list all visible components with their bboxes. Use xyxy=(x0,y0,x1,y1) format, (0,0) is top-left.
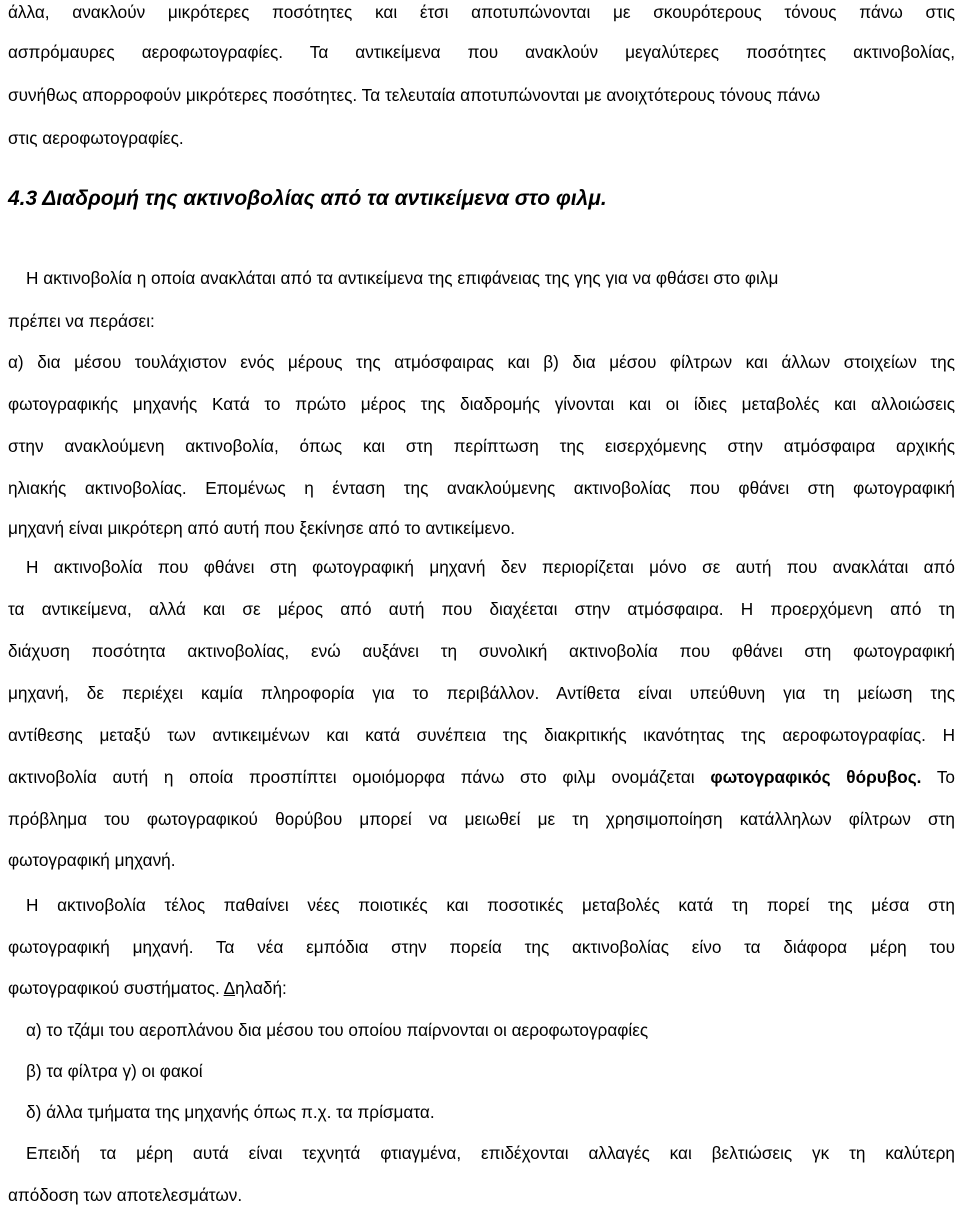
para2-line-6 xyxy=(8,766,955,788)
para2-line-6-end: Το xyxy=(936,767,955,787)
para2-line-1: Η ακτινοβολία που φθάνει στη φωτογραφική μηχανή δεν περιορίζεται μόνο σε αυτή που ανακλάται από xyxy=(26,557,955,577)
para2-line-6-text: ακτινοβολία αυτή η οποία προσπίπτει ομοιόμορφα πάνω στο φιλμ ονομάζεται xyxy=(8,767,695,787)
para3-line-2: φωτογραφική μηχανή. Τα νέα εμπόδια στην πορεία της ακτινοβολίας είνο τα διάφορα μέρη του xyxy=(8,937,955,957)
intro-line-2: ασπρόμαυρες αεροφωτογραφίες. Τα αντικείμενα που ανακλούν μεγαλύτερες ποσότητες ακτινοβολίας, xyxy=(8,42,955,62)
para2-line-3: διάχυση ποσότητα ακτινοβολίας, ενώ αυξάνει τη συνολική ακτινοβολία που φθάνει στη φωτογραφική xyxy=(8,641,955,661)
list-item-a: α) το τζάμι του αεροπλάνου δια μέσου του οποίου παίρνονται οι αεροφωτογραφίες xyxy=(26,1020,649,1040)
para3-line-3-text: φωτογραφικού συστήματος. xyxy=(8,978,220,998)
underlined-letter: Δ xyxy=(223,978,236,998)
para1-line-3: α) δια μέσου τουλάχιστον ενός μέρους της ατμόσφαιρας και β) δια μέσου φίλτρων και άλλων στοιχείων της xyxy=(8,352,955,372)
para1-line-4: φωτογραφικής μηχανής Κατά το πρώτο μέρος της διαδρομής γίνονται και οι ίδιες μεταβολές και αλλοιώσεις xyxy=(8,394,955,414)
para1-line-6: ηλιακής ακτινοβολίας. Επομένως η ένταση της ανακλούμενης ακτινοβολίας που φθάνει στη φωτογραφική xyxy=(8,478,955,498)
photographic-noise-term: φωτογραφικός θόρυβος. xyxy=(710,767,922,787)
para3-line-1: Η ακτινοβολία τέλος παθαίνει νέες ποιοτικές και ποσοτικές μεταβολές κατά τη πορεί της μέσα στη xyxy=(26,895,955,915)
para2-line-4: μηχανή, δε περιέχει καμία πληροφορία για το περιβάλλον. Αντίθετα είναι υπεύθυνη για τη μείωση της xyxy=(8,683,955,703)
para4-line-1: Επειδή τα μέρη αυτά είναι τεχνητά φτιαγμένα, επιδέχονται αλλαγές και βελτιώσεις γκ τη καλύτερη xyxy=(26,1143,955,1163)
para2-line-7: πρόβλημα του φωτογραφικού θορύβου μπορεί να μειωθεί με τη χρησιμοποίηση κατάλληλων φίλτρων στη xyxy=(8,809,955,829)
para1-line-1: Η ακτινοβολία η οποία ανακλάται από τα αντικείμενα της επιφάνειας της γης για να φθάσει στο φιλμ xyxy=(26,268,779,288)
section-heading: 4.3 Διαδρομή της ακτινοβολίας από τα αντικείμενα στο φιλμ. xyxy=(8,187,607,210)
para1-line-5: στην ανακλούμενη ακτινοβολία, όπως και στη περίπτωση της εισερχόμενης στην ατμόσφαιρα αρχικής xyxy=(8,436,955,456)
para2-line-5: αντίθεσης μεταξύ των αντικειμένων και κατά συνέπεια της διακριτικής ικανότητας της αεροφωτογραφίας. Η xyxy=(8,725,955,745)
para1-line-7: μηχανή είναι μικρότερη από αυτή που ξεκίνησε από το αντικείμενο. xyxy=(8,518,516,538)
para2-line-8: φωτογραφική μηχανή. xyxy=(8,850,176,870)
intro-line-3: συνήθως απορροφούν μικρότερες ποσότητες. Τα τελευταία αποτυπώνονται με ανοιχτότερους τόνους πάνω xyxy=(8,85,821,105)
list-item-b: β) τα φίλτρα γ) οι φακοί xyxy=(26,1061,203,1081)
para1-line-2: πρέπει να περάσει: xyxy=(8,311,155,331)
list-item-d: δ) άλλα τμήματα της μηχανής όπως π.χ. τα πρίσματα. xyxy=(26,1102,435,1122)
para4-line-2: απόδοση των αποτελεσμάτων. xyxy=(8,1185,243,1205)
para3-line-3-end: ηλαδή: xyxy=(235,978,287,998)
para3-line-3 xyxy=(8,977,287,999)
intro-line-4: στις αεροφωτογραφίες. xyxy=(8,128,184,148)
intro-line-1: άλλα, ανακλούν μικρότερες ποσότητες και έτσι αποτυπώνονται με σκουρότερους τόνους πάνω στις xyxy=(8,2,955,22)
para2-line-2: τα αντικείμενα, αλλά και σε μέρος από αυτή που διαχέεται στην ατμόσφαιρα. Η προερχόμενη από τη xyxy=(8,599,955,619)
